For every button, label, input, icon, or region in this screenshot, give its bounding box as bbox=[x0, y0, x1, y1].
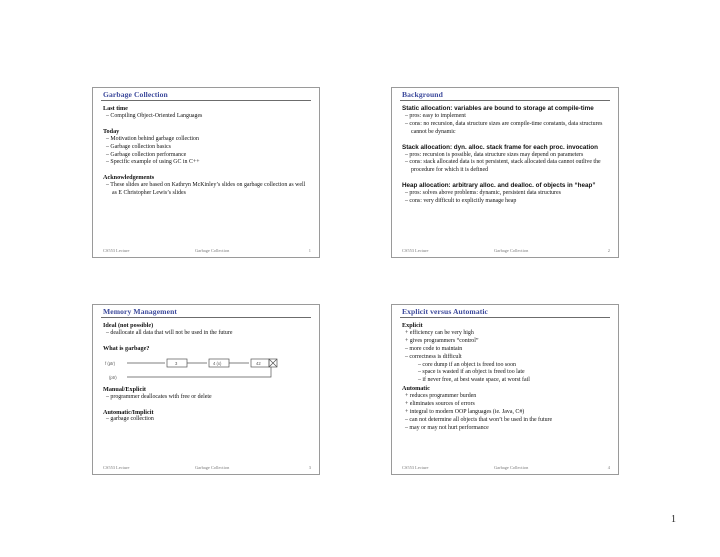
section-heading: Acknowledgements bbox=[103, 174, 155, 182]
pointer-path bbox=[127, 367, 271, 377]
bullet: – These slides are based on Kathryn McKinley’s slides on garbage collection as well as E Christopher Lewis’s slides bbox=[106, 182, 306, 197]
title-rule bbox=[400, 317, 610, 318]
slide-title: Explicit versus Automatic bbox=[402, 307, 489, 316]
bullet: – correctness is difficult bbox=[405, 353, 462, 360]
bullet: – pros: easy to implement bbox=[405, 112, 466, 119]
slide-body bbox=[103, 322, 311, 424]
page-number: 1 bbox=[671, 514, 676, 525]
section-heading: Last time bbox=[103, 105, 128, 112]
footer-slide-number: 2 bbox=[607, 248, 610, 253]
slide-body bbox=[103, 105, 311, 198]
footer-slide-number: 4 bbox=[607, 465, 610, 470]
section-heading: Automatic/Implicit bbox=[103, 408, 154, 416]
sub-bullet: – if never free, at best waste space, at worst fail bbox=[418, 377, 530, 384]
slide-3 bbox=[92, 304, 320, 475]
section-heading: What is garbage? bbox=[103, 344, 150, 352]
footer-topic: Garbage Collection bbox=[494, 248, 529, 253]
sub-bullet: – space is wasted if an object is freed too late bbox=[418, 369, 525, 376]
slide-body bbox=[402, 322, 610, 433]
bullet: – Specific example of using GC in C++ bbox=[106, 159, 200, 166]
footer-course: CS553 Lecture bbox=[103, 465, 130, 470]
bullet: + integral to modern OOP languages (ie. Java, C#) bbox=[405, 408, 525, 415]
bullet: – Motivation behind garbage collection bbox=[106, 135, 199, 142]
title-rule bbox=[101, 317, 311, 318]
slide-body bbox=[402, 105, 610, 206]
var-label-1: f (ptr) bbox=[105, 360, 116, 366]
bullet: – pros: recursion is possible, data structure sizes may depend on parameters bbox=[405, 151, 584, 158]
bullet: – cons: stack allocated data is not persistent, stack allocated data cannot outlive the procedure for which it is defined bbox=[405, 159, 601, 174]
bullet: – deallocate all data that will not be used in the future bbox=[106, 329, 233, 336]
bullet: – pros: solves above problems: dynamic, persistent data structures bbox=[405, 190, 561, 197]
section-heading: Explicit bbox=[402, 322, 423, 329]
bullet: – cons: no recursion, data structure sizes are compile-time constants, data structures cannot be dynamic bbox=[405, 120, 603, 135]
bullet: – Garbage collection basics bbox=[106, 143, 171, 150]
title-rule bbox=[400, 100, 610, 101]
bullet: – can not determine all objects that won’t be used in the future bbox=[405, 416, 553, 423]
node-label-3: 42 bbox=[256, 360, 261, 366]
slide-2 bbox=[391, 87, 619, 258]
section-heading: Static allocation: variables are bound to storage at compile-time bbox=[402, 105, 594, 112]
slide-4 bbox=[391, 304, 619, 475]
footer-course: CS553 Lecture bbox=[402, 248, 429, 253]
slide-title: Background bbox=[402, 90, 443, 99]
bullet: – more code to maintain bbox=[405, 345, 463, 352]
footer-topic: Garbage Collection bbox=[195, 248, 230, 253]
footer-slide-number: 1 bbox=[308, 248, 311, 253]
bullet: – garbage collection bbox=[106, 416, 154, 423]
bullet: – Compiling Object-Oriented Languages bbox=[106, 112, 203, 119]
footer-slide-number: 3 bbox=[308, 465, 311, 470]
bullet: – programmer deallocates with free or delete bbox=[106, 393, 212, 400]
bullet: – cons: very difficult to explicitly manage heap bbox=[405, 198, 517, 205]
garbage-diagram bbox=[103, 355, 311, 383]
var-label-2: (ptr) bbox=[109, 374, 117, 380]
section-heading: Today bbox=[103, 127, 120, 135]
sub-bullet: – core dump if an object is freed too soon bbox=[418, 361, 516, 368]
section-heading: Automatic bbox=[402, 385, 430, 393]
footer-course: CS553 Lecture bbox=[103, 248, 130, 253]
bullet: – may or may not hurt performance bbox=[405, 424, 489, 431]
footer-topic: Garbage Collection bbox=[494, 465, 529, 470]
bullet: + gives programmers “control” bbox=[405, 337, 479, 344]
section-heading: Stack allocation: dyn. alloc. stack frame for each proc. invocation bbox=[402, 143, 598, 151]
title-rule bbox=[101, 100, 311, 101]
node-label-2: 4 (x) bbox=[213, 360, 222, 366]
footer-topic: Garbage Collection bbox=[195, 465, 230, 470]
slide-title: Garbage Collection bbox=[103, 90, 168, 99]
section-heading: Ideal (not possible) bbox=[103, 322, 154, 329]
bullet: + eliminates sources of errors bbox=[405, 401, 475, 408]
node-label-1: 3 bbox=[175, 360, 178, 366]
bullet: + efficiency can be very high bbox=[405, 329, 474, 336]
bullet: + reduces programmer burden bbox=[405, 393, 477, 400]
linked-list-diagram bbox=[103, 355, 293, 383]
slide-1 bbox=[92, 87, 320, 258]
bullet: – Garbage collection performance bbox=[106, 151, 187, 158]
footer-course: CS553 Lecture bbox=[402, 465, 429, 470]
section-heading: Manual/Explicit bbox=[103, 385, 146, 393]
section-heading: Heap allocation: arbitrary alloc. and dealloc. of objects in “heap” bbox=[402, 182, 596, 190]
slide-title: Memory Management bbox=[103, 307, 178, 316]
